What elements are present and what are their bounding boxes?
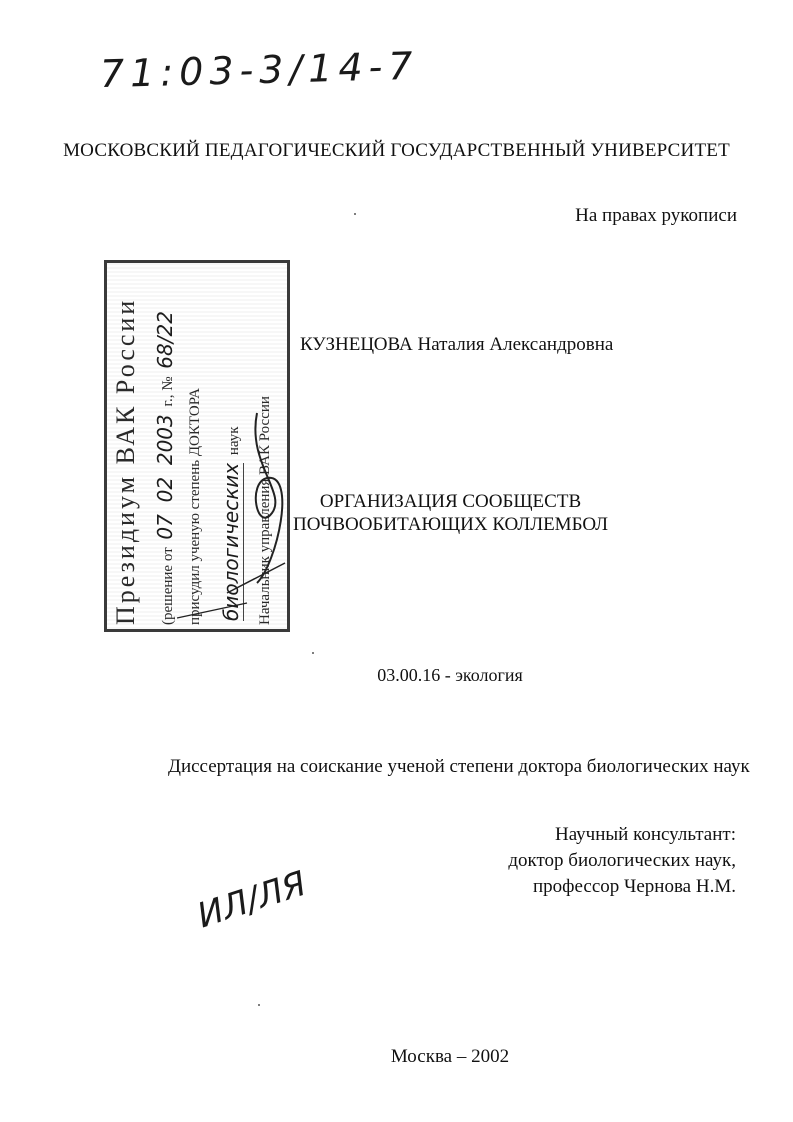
handwritten-initials: ИЛ/ЛЯ (192, 863, 312, 937)
scan-speck (312, 652, 314, 654)
stamp-line-presidium: Президиум ВАК России (111, 297, 140, 625)
consultant-name: профессор Чернова Н.М. (533, 876, 736, 897)
stamp-field-handwritten: биологических (219, 462, 243, 621)
stamp-line-head: Начальник управления ВАК России (257, 396, 273, 625)
city-and-year: Москва – 2002 (390, 1046, 510, 1067)
author-name: КУЗНЕЦОВА Наталия Александровна (300, 334, 614, 355)
vak-approval-stamp (104, 260, 290, 632)
stamp-signature-mark (107, 263, 287, 633)
manuscript-note: На правах рукописи (575, 205, 737, 226)
scan-speck (354, 213, 356, 215)
stamp-decision-number: 68/22 (153, 311, 177, 369)
stamp-decision-day: 07 (153, 514, 177, 540)
title-line-2: ПОЧВООБИТАЮЩИХ КОЛЛЕМБОЛ (293, 514, 609, 535)
university-name: МОСКОВСКИЙ ПЕДАГОГИЧЕСКИЙ ГОСУДАРСТВЕННЫЙ УНИВЕРСИТЕТ (63, 140, 730, 161)
stamp-decision-suffix: г., № (160, 376, 176, 407)
stamp-decision-year: 2003 (153, 414, 177, 466)
stamp-line-degree: присудил ученую степень ДОКТОРА (187, 388, 203, 625)
archive-code-handwritten: 71:03-3/14-7 (99, 43, 419, 97)
consultant-label: Научный консультант: (554, 824, 736, 845)
stamp-decision-prefix: (решение от (160, 547, 176, 625)
stamp-field-suffix: наук (226, 426, 242, 456)
scan-speck (258, 1004, 260, 1006)
scientific-consultant (508, 822, 736, 900)
stamp-decision-month: 02 (153, 476, 177, 503)
title-line-1: ОРГАНИЗАЦИЯ СООБЩЕСТВ (319, 491, 582, 512)
specialty-code: 03.00.16 - экология (377, 665, 523, 685)
consultant-degree: доктор биологических наук, (508, 850, 736, 871)
dissertation-title (293, 490, 608, 536)
degree-statement: Диссертация на соискание ученой степени доктора биологических наук (168, 756, 750, 777)
